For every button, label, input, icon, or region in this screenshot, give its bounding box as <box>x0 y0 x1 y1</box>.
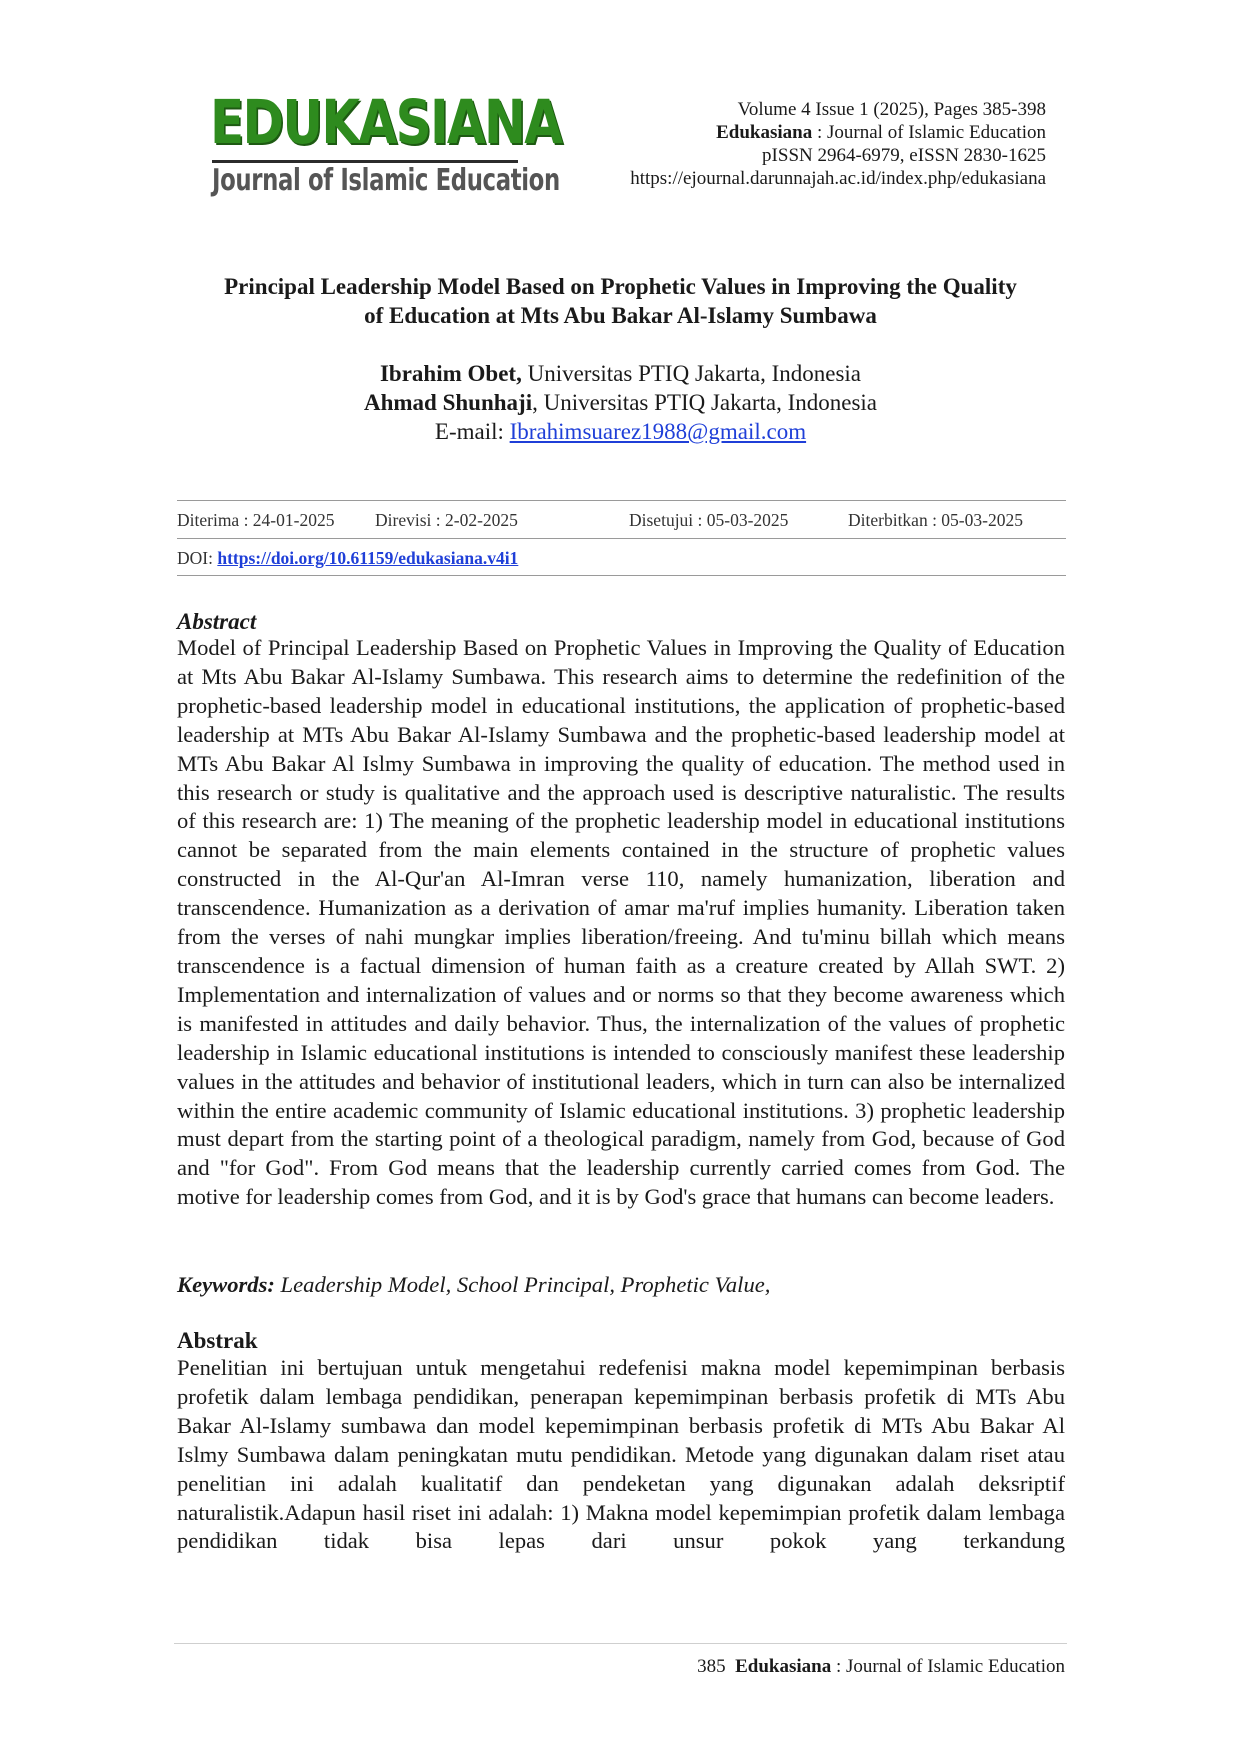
volume-info: Volume 4 Issue 1 (2025), Pages 385-398 <box>737 99 1046 120</box>
title-line-1: Principal Leadership Model Based on Prophetic Values in Improving the Quality <box>224 274 1017 299</box>
journal-logo <box>210 87 562 200</box>
keywords-label: Keywords: <box>177 1272 275 1297</box>
footer-journal-name: Edukasiana <box>735 1656 832 1677</box>
abstract-heading: Abstract <box>177 609 257 634</box>
doi-line <box>177 547 518 569</box>
doi-link[interactable]: https://doi.org/10.61159/edukasiana.v4i1 <box>217 548 519 568</box>
email-label: E-mail: <box>434 419 510 444</box>
logo-title: EDUKASIANA <box>210 87 562 158</box>
revised-date: Direvisi : 2-02-2025 <box>375 510 518 530</box>
received-date: Diterima : 24-01-2025 <box>177 510 335 530</box>
abstract-text: Model of Principal Leadership Based on Prophetic Values in Improving the Quality of Education at Mts Abu Bakar Al-Islamy Sumbawa. This research aims to determine the redefinition of the prophetic-based leadership model in educational institutions, the application of prophetic-based leadership at MTs Abu Bakar Al-Islamy Sumbawa and the prophetic-based leadership model at MTs Abu Bakar Al Islmy Sumbawa in improving the quality of education. The method used in this research or study is qualitative and the approach used is descriptive naturalistic. The results of this research are: 1) The meaning of the prophetic leadership model in educational institutions cannot be separated from the main elements contained in the structure of prophetic values constructed in the Al-Qur'an Al-Imran verse 110, namely humanization, liberation and transcendence. Humanization as a derivation of amar ma'ruf implies humanity. Liberation taken from the verses of nahi mungkar implies liberation/freeing. And tu'minu billah which means transcendence is a factual dimension of human faith as a creature created by Allah SWT. 2) Implementation and internalization of values and or norms so that they become awareness which is manifested in attitudes and daily behavior. Thus, the internalization of the values of prophetic leadership in Islamic educational institutions is intended to consciously manifest these leadership values in the attitudes and behavior of institutional leaders, which in turn can also be internalized within the entire academic community of Islamic educational institutions. 3) prophetic leadership must depart from the starting point of a theological paradigm, namely from God, because of God and "for God". From God means that the leadership currently carried comes from God. The motive for leadership comes from God, and it is by God's grace that humans can become leaders. <box>177 635 1065 1210</box>
page-number: 385 <box>697 1656 726 1677</box>
abstrak-text: Penelitian ini bertujuan untuk mengetahui redefenisi makna model kepemimpinan berbasis profetik dalam lembaga pendidikan, penerapan kepemimpinan berbasis profetik di MTs Abu Bakar Al-Islamy sumbawa dan model kepemimpinan berbasis profetik di MTs Abu Bakar Al Islmy Sumbawa dalam peningkatan mutu pendidikan. Metode yang digunakan dalam riset atau penelitian ini adalah kualitatif dan pendeketan yang digunakan adalah deksriptif naturalistik.Adapun hasil riset ini adalah: 1) Makna model kepemimpian profetik dalam lembaga pendidikan tidak bisa lepas dari unsur pokok yang terkandung <box>177 1355 1065 1554</box>
author-2-affiliation: , Universitas PTIQ Jakarta, Indonesia <box>532 390 878 415</box>
journal-subtitle: : Journal of Islamic Education <box>812 122 1046 143</box>
doi-label: DOI: <box>177 548 218 568</box>
keywords-line <box>177 1270 770 1299</box>
footer-journal-subtitle: : Journal of Islamic Education <box>831 1656 1065 1677</box>
header-top-rule <box>177 500 1066 501</box>
author-1-affiliation: Universitas PTIQ Jakarta, Indonesia <box>521 361 861 386</box>
footer-rule <box>174 1643 1067 1644</box>
author-1 <box>175 359 1066 388</box>
author-1-name: Ibrahim Obet, <box>379 361 522 386</box>
journal-name-line <box>630 121 1046 144</box>
published-date: Diterbitkan : 05-03-2025 <box>848 510 1023 530</box>
email-link[interactable]: Ibrahimsuarez1988@gmail.com <box>509 419 807 444</box>
accepted-date: Disetujui : 05-03-2025 <box>629 510 789 530</box>
dates-rule <box>177 538 1066 539</box>
journal-url: https://ejournal.darunnajah.ac.id/index.php/edukasiana <box>630 168 1046 189</box>
keywords-text: Leadership Model, School Principal, Prophetic Value, <box>274 1272 771 1297</box>
journal-name: Edukasiana <box>716 122 813 143</box>
author-2 <box>175 388 1066 417</box>
logo-subtitle: Journal of Islamic Education <box>212 163 560 198</box>
issn-info: pISSN 2964-6979, eISSN 2830-1625 <box>762 145 1046 166</box>
abstrak-heading: Abstrak <box>177 1328 258 1353</box>
paper-title <box>175 272 1066 330</box>
email-line <box>175 417 1066 446</box>
doi-rule <box>177 575 1066 576</box>
author-2-name: Ahmad Shunhaji <box>363 390 533 415</box>
page-footer <box>697 1655 1065 1679</box>
author-block <box>175 359 1066 446</box>
title-line-2: of Education at Mts Abu Bakar Al-Islamy Sumbawa <box>364 303 877 328</box>
journal-info <box>630 98 1046 190</box>
